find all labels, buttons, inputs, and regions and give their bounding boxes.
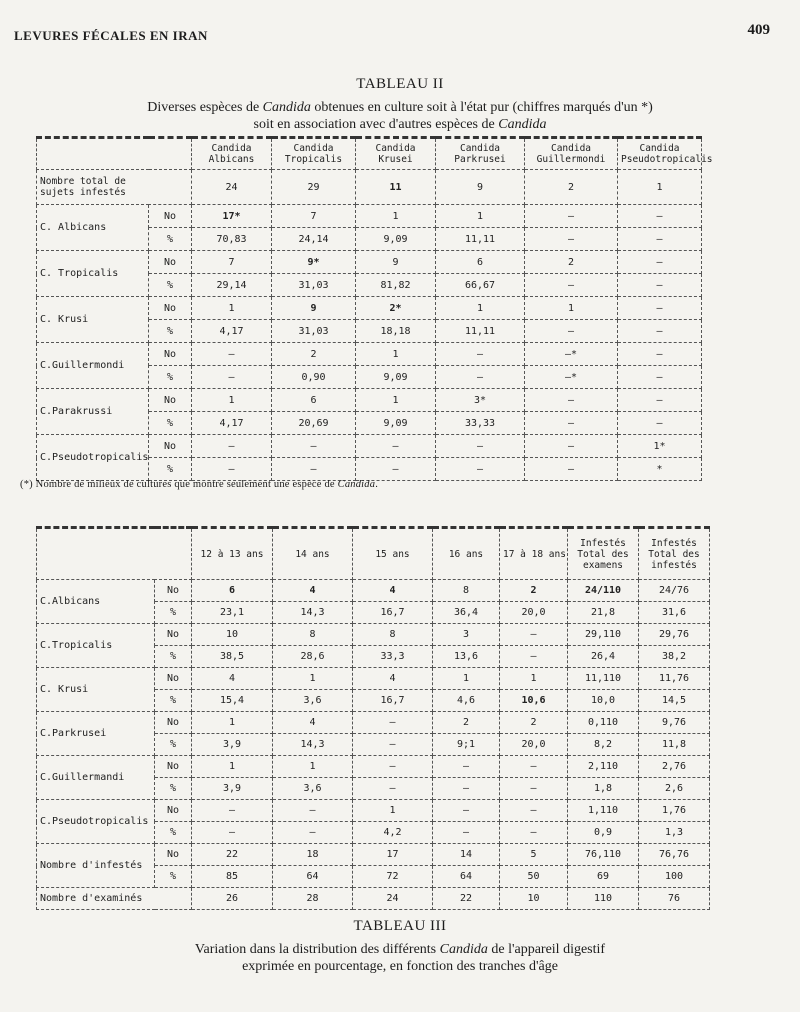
total-row-label — [37, 170, 192, 205]
data-cell: 4,6 — [433, 690, 500, 712]
data-cell: 10,0 — [568, 690, 639, 712]
data-cell: 14,3 — [273, 602, 353, 624]
running-head: LEVURES FÉCALES EN IRAN — [14, 28, 208, 43]
table-row — [37, 756, 710, 778]
data-cell: 100 — [639, 866, 710, 888]
tableau-iii-table — [36, 526, 710, 910]
unit-cell: % — [149, 320, 192, 343]
data-cell: 31,03 — [272, 320, 356, 343]
data-cell: – — [192, 435, 272, 458]
data-cell: 0,90 — [272, 366, 356, 389]
data-cell: 8 — [273, 624, 353, 646]
data-cell: – — [500, 778, 568, 800]
row-group-label: C.Parkrusei — [37, 712, 155, 756]
unit-cell: % — [155, 778, 192, 800]
tableau-iii-title: TABLEAU III — [353, 918, 447, 934]
data-cell: 28,6 — [273, 646, 353, 668]
data-cell: 70,83 — [192, 228, 272, 251]
data-cell: 1 — [436, 297, 525, 320]
data-cell: – — [500, 646, 568, 668]
data-cell: 6 — [272, 389, 356, 412]
data-cell: 6 — [436, 251, 525, 274]
data-cell: 9 — [272, 297, 356, 320]
column-header — [500, 528, 568, 580]
total-cell: 2 — [525, 170, 618, 205]
page-number: 409 — [747, 22, 770, 38]
data-cell: 24/76 — [639, 580, 710, 602]
examined-cell: 28 — [273, 888, 353, 910]
data-cell: 76,76 — [639, 844, 710, 866]
data-cell: – — [500, 800, 568, 822]
data-cell: – — [433, 800, 500, 822]
data-cell: –* — [525, 343, 618, 366]
unit-cell: No — [155, 800, 192, 822]
data-cell: 1 — [353, 800, 433, 822]
row-group-label: C.Guillermandi — [37, 756, 155, 800]
column-header-line: 17 à 18 ans — [503, 548, 566, 560]
data-cell: – — [525, 228, 618, 251]
total-cell: 9 — [436, 170, 525, 205]
data-cell: – — [353, 756, 433, 778]
unit-cell: No — [149, 297, 192, 320]
column-header-line: 12 à 13 ans — [200, 548, 264, 560]
unit-cell: No — [149, 435, 192, 458]
data-cell: – — [192, 343, 272, 366]
table-row — [37, 624, 710, 646]
data-cell: 1 — [356, 389, 436, 412]
column-header — [525, 138, 618, 170]
unit-cell: No — [149, 205, 192, 228]
column-header — [618, 138, 713, 170]
data-cell: 3,6 — [273, 690, 353, 712]
unit-cell: % — [155, 866, 192, 888]
data-cell: * — [618, 458, 702, 481]
data-cell: – — [500, 822, 568, 844]
header-blank-cell — [37, 528, 192, 580]
data-cell: 2 — [272, 343, 356, 366]
data-cell: 18,18 — [356, 320, 436, 343]
column-header — [192, 528, 273, 580]
data-cell: – — [356, 435, 436, 458]
column-header-line: Candida — [639, 143, 680, 154]
examined-cell: 26 — [192, 888, 273, 910]
row-group-label: C. Krusi — [37, 297, 149, 343]
column-header — [353, 528, 433, 580]
data-cell: – — [353, 712, 433, 734]
data-cell: 1 — [356, 343, 436, 366]
data-cell: – — [436, 343, 525, 366]
data-cell: 4 — [273, 712, 353, 734]
data-cell: – — [500, 624, 568, 646]
data-cell: – — [436, 458, 525, 481]
data-cell: 4 — [353, 580, 433, 602]
data-cell: – — [618, 274, 702, 297]
data-cell: 3,9 — [192, 734, 273, 756]
unit-cell: % — [155, 602, 192, 624]
data-cell: – — [192, 366, 272, 389]
data-cell: – — [525, 412, 618, 435]
data-cell: – — [618, 228, 702, 251]
data-cell: 38,5 — [192, 646, 273, 668]
total-label-line: sujets infestés — [40, 187, 126, 198]
data-cell: 1,76 — [639, 800, 710, 822]
unit-cell: % — [149, 366, 192, 389]
column-header-line: 14 ans — [295, 548, 330, 560]
data-cell: – — [272, 435, 356, 458]
column-header — [433, 528, 500, 580]
data-cell: 4 — [273, 580, 353, 602]
unit-cell: No — [155, 668, 192, 690]
unit-cell: % — [149, 228, 192, 251]
data-cell: 1 — [525, 297, 618, 320]
unit-cell: No — [149, 251, 192, 274]
data-cell: – — [433, 778, 500, 800]
table-row — [37, 668, 710, 690]
examined-cell: 110 — [568, 888, 639, 910]
data-cell: – — [525, 458, 618, 481]
data-cell: 8 — [433, 580, 500, 602]
data-cell: 14,3 — [273, 734, 353, 756]
unit-cell: No — [149, 389, 192, 412]
unit-cell: No — [155, 580, 192, 602]
data-cell: – — [353, 778, 433, 800]
data-cell: 5 — [500, 844, 568, 866]
header-row — [37, 528, 710, 580]
column-header-line: Candida — [375, 143, 416, 154]
data-cell: 2 — [500, 580, 568, 602]
data-cell: – — [436, 435, 525, 458]
row-group-label: C.Guillermondi — [37, 343, 149, 389]
data-cell: 17 — [353, 844, 433, 866]
data-cell: 9,09 — [356, 366, 436, 389]
column-header-line: Candida — [293, 143, 334, 154]
data-cell: – — [273, 822, 353, 844]
tableau-ii-footnote: (*) Nombre de milieux de cultures que montre seulement une espèce de Candida. — [20, 479, 379, 490]
data-cell: 36,4 — [433, 602, 500, 624]
data-cell: – — [618, 251, 702, 274]
data-cell: 81,82 — [356, 274, 436, 297]
column-header-line: infestés — [651, 559, 697, 571]
data-cell: 8 — [353, 624, 433, 646]
data-cell: 2,76 — [639, 756, 710, 778]
tableau-ii-title: TABLEAU II — [356, 76, 444, 92]
data-cell: – — [500, 756, 568, 778]
data-cell: 11,76 — [639, 668, 710, 690]
data-cell: 1,3 — [639, 822, 710, 844]
data-cell: – — [618, 205, 702, 228]
data-cell: – — [273, 800, 353, 822]
row-group-label: C. Albicans — [37, 205, 149, 251]
data-cell: 4,2 — [353, 822, 433, 844]
data-cell: – — [525, 320, 618, 343]
data-cell: 1 — [436, 205, 525, 228]
column-header-line: Total des — [648, 548, 700, 560]
column-header-line: Krusei — [378, 154, 413, 165]
column-header — [273, 528, 353, 580]
row-group-label: C.Pseudotropicalis — [37, 435, 149, 481]
data-cell: 20,0 — [500, 602, 568, 624]
data-cell: –* — [525, 366, 618, 389]
header-row — [37, 138, 702, 170]
data-cell: 2,110 — [568, 756, 639, 778]
data-cell: 29,110 — [568, 624, 639, 646]
data-cell: 31,03 — [272, 274, 356, 297]
data-cell: 1,8 — [568, 778, 639, 800]
unit-cell: No — [155, 844, 192, 866]
data-cell: 1 — [192, 389, 272, 412]
data-cell: 1 — [433, 668, 500, 690]
unit-cell: No — [149, 343, 192, 366]
data-cell: – — [525, 205, 618, 228]
unit-cell: No — [155, 756, 192, 778]
row-group-label: Nombre d'infestés — [37, 844, 155, 888]
row-group-label: C. Krusi — [37, 668, 155, 712]
table-row — [37, 844, 710, 866]
data-cell: 29,76 — [639, 624, 710, 646]
data-cell: 26,4 — [568, 646, 639, 668]
data-cell: 20,69 — [272, 412, 356, 435]
column-header-line: Guillermondi — [536, 154, 606, 165]
data-cell: 2,6 — [639, 778, 710, 800]
data-cell: 33,3 — [353, 646, 433, 668]
column-header — [272, 138, 356, 170]
data-cell: 6 — [192, 580, 273, 602]
data-cell: 4,17 — [192, 412, 272, 435]
unit-cell: % — [149, 412, 192, 435]
total-cell: 24 — [192, 170, 272, 205]
row-group-label: C.Albicans — [37, 580, 155, 624]
data-cell: 10 — [192, 624, 273, 646]
tableau-ii-table — [36, 136, 713, 481]
data-cell: – — [433, 756, 500, 778]
examined-row — [37, 888, 710, 910]
data-cell: 1 — [273, 668, 353, 690]
column-header-line: Albicans — [208, 154, 255, 165]
data-cell: 3,9 — [192, 778, 273, 800]
data-cell: 31,6 — [639, 602, 710, 624]
column-header — [192, 138, 272, 170]
total-row — [37, 170, 702, 205]
data-cell: – — [618, 297, 702, 320]
column-header-line: examens — [582, 559, 624, 571]
examined-cell: 10 — [500, 888, 568, 910]
unit-cell: % — [155, 646, 192, 668]
data-cell: 7 — [272, 205, 356, 228]
data-cell: 8,2 — [568, 734, 639, 756]
data-cell: 16,7 — [353, 602, 433, 624]
data-cell: 0,110 — [568, 712, 639, 734]
data-cell: – — [525, 389, 618, 412]
data-cell: 1 — [192, 756, 273, 778]
total-cell: 11 — [356, 170, 436, 205]
data-cell: 2 — [500, 712, 568, 734]
data-cell: 1,110 — [568, 800, 639, 822]
table-row — [37, 205, 702, 228]
data-cell: – — [436, 366, 525, 389]
data-cell: – — [272, 458, 356, 481]
column-header-line: 15 ans — [375, 548, 410, 560]
data-cell: – — [356, 458, 436, 481]
unit-cell: No — [155, 712, 192, 734]
examined-cell: 76 — [639, 888, 710, 910]
data-cell: 76,110 — [568, 844, 639, 866]
data-cell: 24,14 — [272, 228, 356, 251]
data-cell: 1 — [356, 205, 436, 228]
data-cell: 9;1 — [433, 734, 500, 756]
table-row — [37, 297, 702, 320]
data-cell: 4 — [353, 668, 433, 690]
column-header-line: Tropicalis — [284, 154, 343, 165]
data-cell: 72 — [353, 866, 433, 888]
data-cell: 9 — [356, 251, 436, 274]
data-cell: 16,7 — [353, 690, 433, 712]
total-cell: 29 — [272, 170, 356, 205]
data-cell: 2* — [356, 297, 436, 320]
data-cell: 4 — [192, 668, 273, 690]
data-cell: 22 — [192, 844, 273, 866]
examined-cell: 22 — [433, 888, 500, 910]
data-cell: – — [618, 343, 702, 366]
data-cell: 9* — [272, 251, 356, 274]
data-cell: 3* — [436, 389, 525, 412]
data-cell: – — [353, 734, 433, 756]
column-header — [568, 528, 639, 580]
data-cell: 11,11 — [436, 228, 525, 251]
column-header — [356, 138, 436, 170]
data-cell: – — [618, 366, 702, 389]
data-cell: 50 — [500, 866, 568, 888]
data-cell: 17* — [192, 205, 272, 228]
data-cell: 20,0 — [500, 734, 568, 756]
data-cell: 14 — [433, 844, 500, 866]
unit-cell: % — [149, 274, 192, 297]
data-cell: 10,6 — [500, 690, 568, 712]
data-cell: 11,110 — [568, 668, 639, 690]
data-cell: 33,33 — [436, 412, 525, 435]
data-cell: 7 — [192, 251, 272, 274]
data-cell: 9,09 — [356, 412, 436, 435]
column-header-line: Infestés — [580, 537, 626, 549]
table-row — [37, 435, 702, 458]
data-cell: 3 — [433, 624, 500, 646]
data-cell: 9,09 — [356, 228, 436, 251]
data-cell: – — [618, 412, 702, 435]
data-cell: – — [192, 800, 273, 822]
table-row — [37, 800, 710, 822]
column-header-line: 16 ans — [448, 548, 484, 560]
unit-cell: No — [155, 624, 192, 646]
table-row — [37, 712, 710, 734]
data-cell: 1* — [618, 435, 702, 458]
data-cell: – — [433, 822, 500, 844]
data-cell: 1 — [500, 668, 568, 690]
data-cell: 64 — [273, 866, 353, 888]
unit-cell: % — [155, 822, 192, 844]
unit-cell: % — [155, 690, 192, 712]
table-row — [37, 343, 702, 366]
unit-cell: % — [149, 458, 192, 481]
data-cell: 2 — [433, 712, 500, 734]
column-header-line: Total des — [577, 548, 629, 560]
total-label-line: Nombre total de — [40, 176, 126, 187]
data-cell: 69 — [568, 866, 639, 888]
data-cell: 85 — [192, 866, 273, 888]
column-header-line: Infestés — [651, 537, 697, 549]
table-row — [37, 580, 710, 602]
data-cell: 21,8 — [568, 602, 639, 624]
data-cell: 23,1 — [192, 602, 273, 624]
column-header-line: Candida — [211, 143, 252, 154]
tableau-iii-caption: Variation dans la distribution des différents Candida de l'appareil digestif exprimée en pourcentage, en fonction des tranches d'âge — [194, 942, 606, 974]
data-cell: 38,2 — [639, 646, 710, 668]
total-cell: 1 — [618, 170, 702, 205]
examined-cell: 24 — [353, 888, 433, 910]
data-cell: 11,8 — [639, 734, 710, 756]
examined-row-label: Nombre d'examinés — [37, 888, 192, 910]
data-cell: 66,67 — [436, 274, 525, 297]
table-row — [37, 251, 702, 274]
column-header-line: Candida — [459, 143, 501, 154]
data-cell: 29,14 — [192, 274, 272, 297]
data-cell: 0,9 — [568, 822, 639, 844]
data-cell: – — [525, 274, 618, 297]
data-cell: 11,11 — [436, 320, 525, 343]
column-header — [639, 528, 710, 580]
row-group-label: C.Parakrussi — [37, 389, 149, 435]
column-header-line: Pseudotropicalis — [621, 154, 713, 165]
data-cell: 14,5 — [639, 690, 710, 712]
header-blank-cell — [37, 138, 192, 170]
data-cell: 15,4 — [192, 690, 273, 712]
data-cell: 9,76 — [639, 712, 710, 734]
column-header — [436, 138, 525, 170]
unit-cell: % — [155, 734, 192, 756]
data-cell: 13,6 — [433, 646, 500, 668]
data-cell: 1 — [192, 712, 273, 734]
row-group-label: C.Pseudotropicalis — [37, 800, 155, 844]
table-row — [37, 389, 702, 412]
data-cell: 2 — [525, 251, 618, 274]
data-cell: – — [192, 458, 272, 481]
data-cell: 4,17 — [192, 320, 272, 343]
tableau-ii-caption: Diverses espèces de Candida obtenues en culture soit à l'état pur (chiffres marqués d'un *) soit en association avec d'autres espèces de Candida — [147, 100, 653, 132]
row-group-label: C.Tropicalis — [37, 624, 155, 668]
data-cell: – — [618, 389, 702, 412]
data-cell: – — [525, 435, 618, 458]
data-cell: 64 — [433, 866, 500, 888]
row-group-label: C. Tropicalis — [37, 251, 149, 297]
data-cell: – — [618, 320, 702, 343]
data-cell: 1 — [192, 297, 272, 320]
data-cell: 1 — [273, 756, 353, 778]
column-header-line: Parkrusei — [454, 154, 506, 165]
column-header-line: Candida — [550, 143, 592, 154]
data-cell: 24/110 — [568, 580, 639, 602]
data-cell: 3,6 — [273, 778, 353, 800]
data-cell: 18 — [273, 844, 353, 866]
data-cell: – — [192, 822, 273, 844]
